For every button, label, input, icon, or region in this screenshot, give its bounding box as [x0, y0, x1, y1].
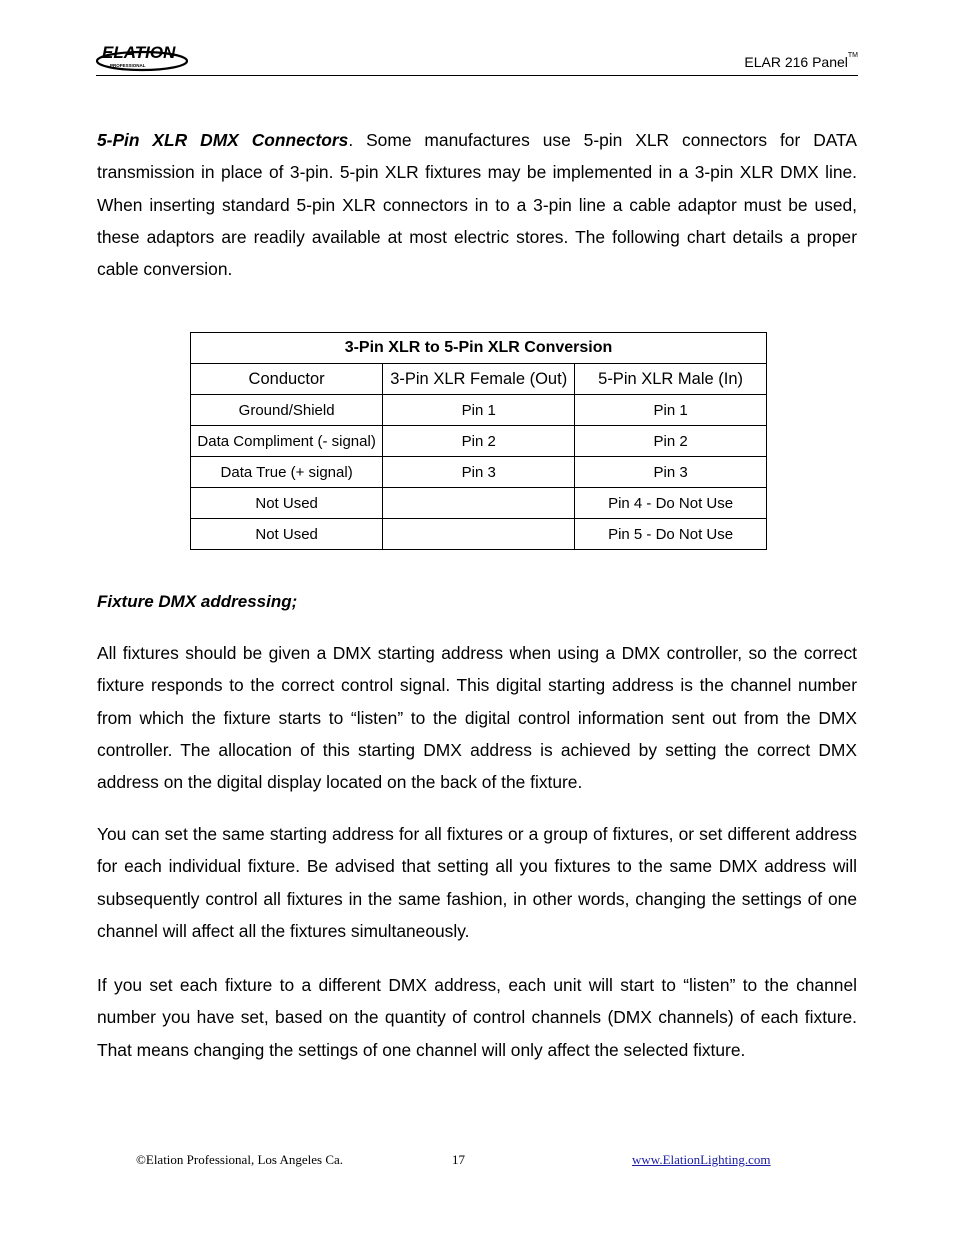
footer-copyright: ©Elation Professional, Los Angeles Ca. [136, 1152, 344, 1167]
intro-paragraph [97, 124, 857, 285]
body-paragraph: If you set each fixture to a different DMX address, each unit will start to “listen” to the channel number you have set, based on the quantity of control channels (DMX channels) of each fixture. That means changing the settings of one channel will only affect the selected fixture. [97, 975, 857, 1060]
table-row [191, 426, 767, 457]
body-paragraph: All fixtures should be given a DMX starting address when using a DMX controller, so the correct fixture responds to the correct control signal. This digital starting address is the channel number from which the fixture starts to “listen” to the digital control information sent out from the DMX controller. The allocation of this starting DMX address is achieved by setting the correct DMX address on the digital display located on the back of the fixture. [97, 643, 857, 793]
table-cell [383, 519, 575, 550]
table-header-row [191, 364, 767, 395]
table-cell: Not Used [191, 519, 383, 550]
table-cell: Pin 5 - Do Not Use [575, 519, 767, 550]
table-cell: Pin 2 [383, 426, 575, 457]
body-paragraph: You can set the same starting address for all fixtures or a group of fixtures, or set different address for each individual fixture. Be advised that setting all you fixtures to the same DMX address will subsequently control all fixtures in the same fashion, in other words, changing the settings of one channel will affect all the fixtures simultaneously. [97, 824, 857, 941]
table-cell: Pin 3 [575, 457, 767, 488]
footer-website-link[interactable]: www.ElationLighting.com [632, 1152, 771, 1167]
table-title: 3-Pin XLR to 5-Pin XLR Conversion [191, 333, 767, 364]
footer-page-number: 17 [452, 1152, 465, 1167]
column-header: 3-Pin XLR Female (Out) [383, 364, 575, 395]
table-cell: Pin 4 - Do Not Use [575, 488, 767, 519]
page-header [96, 38, 858, 76]
table-cell: Pin 1 [575, 395, 767, 426]
section-heading: Fixture DMX addressing; [97, 592, 298, 611]
product-name-text: ELAR 216 Panel [744, 54, 848, 70]
table-row [191, 488, 767, 519]
table-row [191, 457, 767, 488]
table-cell: Data Compliment (- signal) [191, 426, 383, 457]
table-title-row [191, 333, 767, 364]
table-cell [383, 488, 575, 519]
table-cell: Ground/Shield [191, 395, 383, 426]
table-row [191, 519, 767, 550]
table-cell: Pin 3 [383, 457, 575, 488]
intro-lead: 5-Pin XLR DMX Connectors [97, 130, 349, 150]
table-row [191, 395, 767, 426]
product-name [744, 54, 858, 70]
trademark-symbol: TM [847, 52, 858, 59]
table-cell: Pin 1 [383, 395, 575, 426]
intro-text: . Some manufactures use 5-pin XLR connectors for DATA transmission in place of 3-pin. 5-pin XLR fixtures may be implemented in a 3-pin XLR DMX line. When inserting standard 5-pin XLR connectors in to a 3-pin line a cable adaptor must be used, these adaptors are readily available at most electric stores. The following chart details a proper cable conversion. [97, 130, 857, 280]
logo-text: ELATION [102, 43, 176, 62]
conversion-table [190, 332, 767, 550]
column-header: 5-Pin XLR Male (In) [575, 364, 767, 395]
table-cell: Pin 2 [575, 426, 767, 457]
logo-subtext: PROFESSIONAL [110, 63, 146, 68]
table-cell: Not Used [191, 488, 383, 519]
column-header: Conductor [191, 364, 383, 395]
table-cell: Data True (+ signal) [191, 457, 383, 488]
elation-logo [96, 38, 188, 72]
